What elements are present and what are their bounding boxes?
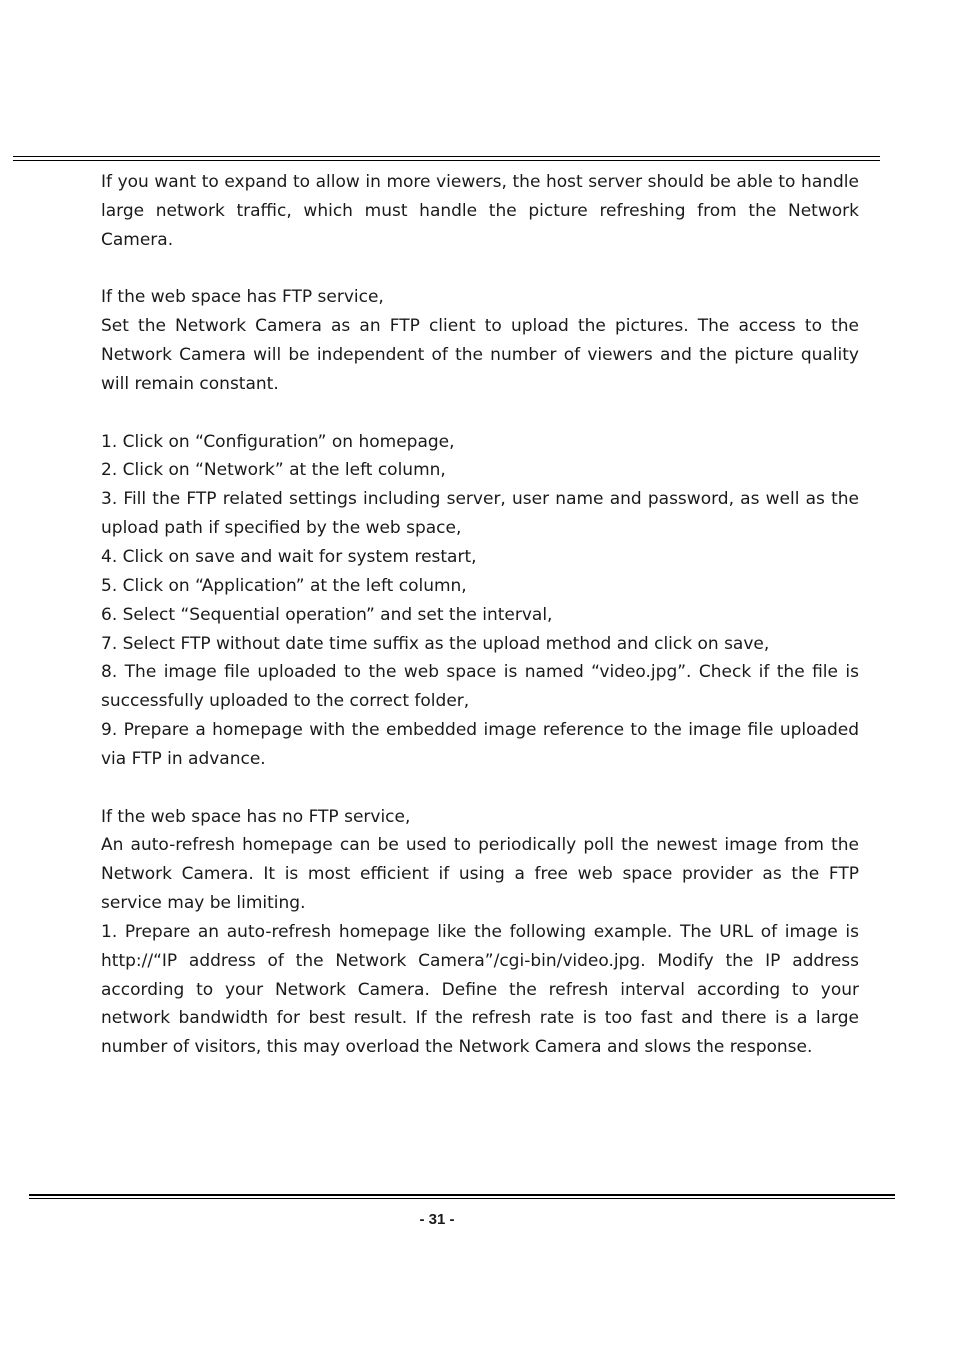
list-item: 1. Click on “Configuration” on homepage, [101, 431, 455, 452]
list-item: 9. Prepare a homepage with the embedded image reference to the image file uploaded via FTP in advance. [101, 720, 859, 769]
paragraph: An auto-refresh homepage can be used to periodically poll the newest image from the Network Camera. It is most efficient if using a free web space provider as the FTP service may be limiting. [101, 835, 859, 914]
header-rule [13, 156, 880, 161]
paragraph-gap [101, 399, 859, 428]
list-item: 8. The image file uploaded to the web space is named “video.jpg”. Check if the file is successfully uploaded to the correct folder, [101, 662, 859, 712]
list-item: 4. Click on save and wait for system restart, [101, 546, 477, 567]
list-item: 1. Prepare an auto-refresh homepage like the following example. The URL of image is http://“IP address of the Network Camera”/cgi-bin/video.jpg. Modify the IP address according to your Network Camera. Define the refresh interval according to your network bandwidth for best result. If the refresh rate is too fast and there is a large number of visitors, this may overload the Network Camera and slows the response. [101, 921, 859, 1058]
paragraph-gap [101, 255, 859, 284]
paragraph: If the web space has FTP service, [101, 287, 384, 308]
body-text [101, 168, 859, 1062]
list-item: 7. Select FTP without date time suffix as the upload method and click on save, [101, 633, 770, 654]
page-number: - 31 - [419, 1211, 455, 1228]
paragraph: If you want to expand to allow in more viewers, the host server should be able to handle large network traffic, which must handle the picture refreshing from the Network Camera. [101, 172, 859, 250]
footer-rule [29, 1194, 895, 1199]
paragraph: If the web space has no FTP service, [101, 806, 411, 827]
paragraph: Set the Network Camera as an FTP client to upload the pictures. The access to the Network Camera will be independent of the number of viewers and the picture quality will remain constant. [101, 316, 859, 394]
list-item: 6. Select “Sequential operation” and set the interval, [101, 604, 553, 625]
list-item: 3. Fill the FTP related settings including server, user name and password, as well as the upload path if specified by the web space, [101, 489, 859, 539]
list-item: 5. Click on “Application” at the left column, [101, 575, 467, 596]
list-item: 2. Click on “Network” at the left column, [101, 460, 446, 481]
paragraph-gap [101, 774, 859, 803]
